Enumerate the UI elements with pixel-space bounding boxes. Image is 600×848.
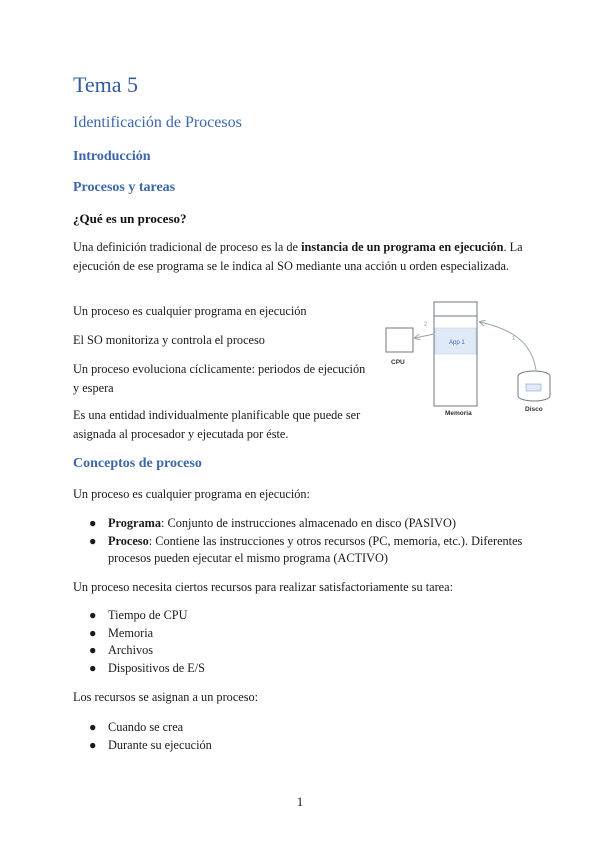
arrow-2-label: 2 — [424, 322, 428, 328]
arrow-memoria-cpu — [415, 334, 434, 338]
app-label: App 1 — [449, 340, 465, 346]
statement-paragraph-3: Un proceso evoluciona cíclicamente: periodos de ejecución y espera — [73, 362, 366, 395]
bullet-icon: ● — [89, 660, 97, 675]
list-item — [73, 515, 523, 533]
list-item — [73, 642, 523, 660]
definition-bold-term: instancia de un programa en ejecución — [301, 240, 504, 254]
list-item — [73, 719, 523, 737]
bullet-icon: ● — [89, 533, 97, 548]
statement-paragraph-4: Es una entidad individualmente planificable que puede ser asignada al procesador y ejecutada por éste. — [73, 408, 361, 441]
list-item-text: Dispositivos de E/S — [108, 660, 206, 675]
section-heading-introduccion: Introducción — [73, 149, 151, 164]
list-item — [73, 660, 523, 678]
bullet-icon: ● — [89, 643, 97, 657]
subheading-que-es-proceso: ¿Qué es un proceso? — [73, 211, 187, 226]
cpu-label: CPU — [391, 359, 405, 366]
conceptos-list — [73, 515, 523, 568]
definition-paragraph — [73, 238, 528, 276]
bullet-icon: ● — [89, 516, 97, 530]
list-item — [73, 533, 523, 568]
list-item-text: Archivos — [108, 643, 154, 657]
list-item — [73, 737, 523, 755]
list-item-text: : Contiene las instrucciones y otros recursos (PC, memoria, etc.). Diferentes procesos pueden ejecutar el mismo programa (ACTIVO) — [108, 533, 523, 565]
definition-text-1: Una definición tradicional de proceso es la de — [73, 240, 302, 254]
asignacion-list — [73, 719, 523, 754]
statement-paragraph-1: Un proceso es cualquier programa en ejecución — [73, 304, 307, 318]
arrow-1-label: 1 — [512, 336, 516, 342]
arrow-disco-memoria — [480, 322, 536, 370]
statement-paragraph-2: El SO monitoriza y controla el proceso — [73, 333, 265, 347]
asignacion-intro-paragraph: Los recursos se asignan a un proceso: — [73, 690, 259, 704]
bullet-icon: ● — [89, 625, 97, 640]
list-item-text: Memoria — [108, 625, 154, 640]
bullet-icon: ● — [89, 608, 97, 622]
disco-app-block — [526, 384, 541, 391]
list-item — [73, 625, 523, 643]
page-number: 1 — [296, 795, 304, 809]
section-heading-procesos-tareas: Procesos y tareas — [73, 180, 176, 195]
disco-label: Disco — [525, 406, 543, 413]
recursos-intro-paragraph: Un proceso necesita ciertos recursos para realizar satisfactoriamente su tarea: — [73, 580, 453, 594]
list-item-text: Tiempo de CPU — [108, 608, 188, 622]
list-item-text: Cuando se crea — [108, 720, 184, 734]
bullet-icon: ● — [89, 720, 97, 734]
recursos-list — [73, 607, 523, 677]
list-item-term: Proceso — [108, 533, 149, 548]
cpu-box — [386, 328, 413, 352]
list-item-text: : Conjunto de instrucciones almacenado en disco (PASIVO) — [161, 516, 457, 530]
list-item-term: Programa — [108, 516, 162, 530]
definition-text-2: . La ejecución de ese programa se le indica al SO mediante una acción u orden especializada. — [73, 240, 523, 273]
list-item — [73, 607, 523, 625]
conceptos-intro-paragraph: Un proceso es cualquier programa en ejecución: — [73, 487, 310, 501]
process-diagram-svg — [381, 298, 556, 420]
section-heading-conceptos: Conceptos de proceso — [73, 456, 202, 471]
process-diagram — [381, 298, 556, 420]
bullet-icon: ● — [89, 737, 97, 752]
memoria-label: Memoria — [445, 410, 472, 417]
page-title: Tema 5 — [73, 72, 139, 97]
page-subtitle: Identificación de Procesos — [73, 114, 242, 131]
list-item-text: Durante su ejecución — [108, 737, 212, 752]
